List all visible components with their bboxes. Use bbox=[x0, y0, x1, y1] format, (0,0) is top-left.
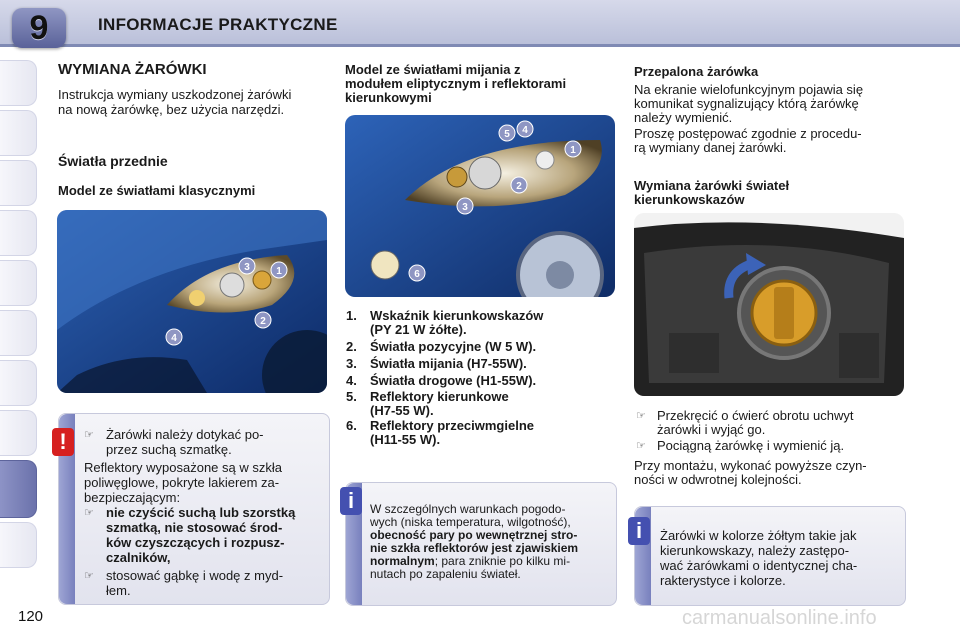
chapter-number: 9 bbox=[29, 8, 49, 47]
legend-number-4: 4. bbox=[346, 373, 357, 388]
indicator-heading-1: Wymiana żarówki świateł bbox=[634, 178, 790, 193]
legend-item-1-line-1: Wskaźnik kierunkowskazów bbox=[370, 308, 544, 323]
warning-bullet-2-line-1: nie czyścić suchą lub szorstką bbox=[106, 505, 296, 520]
chapter-tab-2[interactable] bbox=[0, 110, 37, 156]
info-right-line-3: wać żarówkami o identycznej cha- bbox=[660, 558, 858, 573]
warning-bullet-1-line-2: przez suchą szmatkę. bbox=[106, 442, 232, 457]
header-divider bbox=[0, 44, 960, 47]
bullet-icon: ☞ bbox=[84, 429, 94, 441]
legend-number-1: 1. bbox=[346, 308, 357, 323]
info-line-5-bold: normalnym bbox=[370, 554, 435, 568]
info-line-1: W szczególnych warunkach pogodo- bbox=[370, 502, 566, 516]
indicator-heading-2: kierunkowskazów bbox=[634, 192, 745, 207]
chapter-tab-5[interactable] bbox=[0, 260, 37, 306]
legend-item-5-line-2: (H7-55 W). bbox=[370, 403, 434, 418]
legend-item-5-line-1: Reflektory kierunkowe bbox=[370, 389, 509, 404]
bullet-icon: ☞ bbox=[84, 507, 94, 519]
callout-2: 2 bbox=[516, 181, 522, 192]
indicator-bulb-photo bbox=[634, 213, 904, 396]
callout-6: 6 bbox=[414, 269, 420, 280]
callout-4: 4 bbox=[171, 333, 177, 344]
legend-item-4: Światła drogowe (H1-55W). bbox=[370, 373, 537, 388]
callout-3: 3 bbox=[244, 262, 250, 273]
callout-4: 4 bbox=[522, 125, 528, 136]
chapter-tab-10[interactable] bbox=[0, 522, 37, 568]
burnt-bulb-heading: Przepalona żarówka bbox=[634, 64, 759, 79]
info-icon: i bbox=[340, 487, 362, 515]
warning-bullet-3-line-1: stosować gąbkę i wodę z myd- bbox=[106, 568, 284, 583]
chapter-tab-1[interactable] bbox=[0, 60, 37, 106]
classic-headlight-photo bbox=[57, 210, 327, 393]
burnt-bulb-line-1: Na ekranie wielofunkcyjnym pojawia się bbox=[634, 82, 864, 97]
callout-5: 5 bbox=[504, 129, 510, 140]
step-1-line-1: Przekręcić o ćwierć obrotu uchwyt bbox=[657, 408, 854, 423]
elliptic-model-heading-3: kierunkowymi bbox=[345, 90, 432, 105]
legend-number-2: 2. bbox=[346, 339, 357, 354]
chapter-tabs bbox=[0, 60, 42, 620]
burnt-bulb-line-2: komunikat sygnalizujący którą żarówkę bbox=[634, 96, 859, 111]
chapter-tab-4[interactable] bbox=[0, 210, 37, 256]
chapter-tab-9-active[interactable] bbox=[0, 460, 37, 518]
callout-1: 1 bbox=[570, 145, 576, 156]
callout-2: 2 bbox=[260, 316, 266, 327]
intro-line-2: na nową żarówkę, bez użycia narzędzi. bbox=[58, 102, 285, 117]
legend-number-5: 5. bbox=[346, 389, 357, 404]
page-number: 120 bbox=[18, 608, 44, 625]
warning-bullet-2-line-3: ków czyszczących i rozpusz- bbox=[106, 535, 285, 550]
elliptic-headlight-photo bbox=[345, 115, 615, 297]
chapter-tab-8[interactable] bbox=[0, 410, 37, 456]
bullet-icon: ☞ bbox=[84, 570, 94, 582]
info-line-3: obecność pary po wewnętrznej stro- bbox=[370, 528, 578, 542]
burnt-bulb-line-3: należy wymienić. bbox=[634, 110, 733, 125]
callout-3: 3 bbox=[462, 202, 468, 213]
warning-bullet-2-line-4: czalników, bbox=[106, 550, 171, 565]
reassembly-line-1: Przy montażu, wykonać powyższe czyn- bbox=[634, 458, 867, 473]
chapter-tab-7[interactable] bbox=[0, 360, 37, 406]
warning-para-line-1: Reflektory wyposażone są w szkła bbox=[84, 460, 282, 475]
warning-bullet-1-line-1: Żarówki należy dotykać po- bbox=[106, 427, 264, 442]
info-right-line-1: Żarówki w kolorze żółtym takie jak bbox=[660, 528, 857, 543]
burnt-bulb-line-4: Proszę postępować zgodnie z procedu- bbox=[634, 126, 862, 141]
burnt-bulb-line-5: rą wymiany danej żarówki. bbox=[634, 140, 787, 155]
bullet-icon: ☞ bbox=[636, 440, 646, 452]
info-right-line-2: kierunkowskazy, należy zastępo- bbox=[660, 543, 850, 558]
warning-para-line-3: bezpieczającym: bbox=[84, 490, 181, 505]
page-title: INFORMACJE PRAKTYCZNE bbox=[98, 15, 338, 34]
warning-icon: ! bbox=[52, 428, 74, 456]
info-line-6: nutach po zapaleniu świateł. bbox=[370, 567, 521, 581]
section-title: WYMIANA ŻARÓWKI bbox=[58, 61, 207, 78]
elliptic-model-heading-2: modułem eliptycznym i reflektorami bbox=[345, 76, 567, 91]
legend-number-3: 3. bbox=[346, 356, 357, 371]
info-line-4: nie szkła reflektorów jest zjawiskiem bbox=[370, 541, 579, 555]
reassembly-line-2: ności w odwrotnej kolejności. bbox=[634, 472, 802, 487]
info-right-line-4: rakterystyce i kolorze. bbox=[660, 573, 786, 588]
elliptic-model-heading-1: Model ze światłami mijania z bbox=[345, 62, 521, 77]
step-1-line-2: żarówki i wyjąć go. bbox=[657, 422, 766, 437]
info-icon: i bbox=[628, 517, 650, 545]
step-2: Pociągną żarówkę i wymienić ją. bbox=[657, 438, 845, 453]
bullet-icon: ☞ bbox=[636, 410, 646, 422]
legend-item-1-line-2: (PY 21 W żółte). bbox=[370, 322, 467, 337]
intro-line-1: Instrukcja wymiany uszkodzonej żarówki bbox=[58, 87, 292, 102]
legend-item-3: Światła mijania (H7-55W). bbox=[370, 356, 527, 371]
chapter-badge bbox=[12, 8, 66, 48]
legend-item-6-line-2: (H11-55 W). bbox=[370, 432, 441, 447]
legend-number-6: 6. bbox=[346, 418, 357, 433]
front-lights-heading: Światła przednie bbox=[58, 153, 168, 169]
classic-model-heading: Model ze światłami klasycznymi bbox=[58, 183, 256, 198]
callout-1: 1 bbox=[276, 266, 282, 277]
legend-item-2: Światła pozycyjne (W 5 W). bbox=[370, 339, 537, 354]
chapter-tab-3[interactable] bbox=[0, 160, 37, 206]
legend-item-6-line-1: Reflektory przeciwmgielne bbox=[370, 418, 534, 433]
info-line-2: wych (niska temperatura, wilgotność), bbox=[370, 515, 571, 529]
info-line-5-rest: ; para zniknie po kilku mi- bbox=[434, 554, 571, 568]
warning-bullet-2-line-2: szmatką, nie stosować środ- bbox=[106, 520, 283, 535]
watermark: carmanualsonline.info bbox=[682, 607, 877, 629]
warning-para-line-2: poliwęglowe, pokryte lakierem za- bbox=[84, 475, 280, 490]
chapter-tab-6[interactable] bbox=[0, 310, 37, 356]
warning-bullet-3-line-2: łem. bbox=[106, 583, 131, 598]
